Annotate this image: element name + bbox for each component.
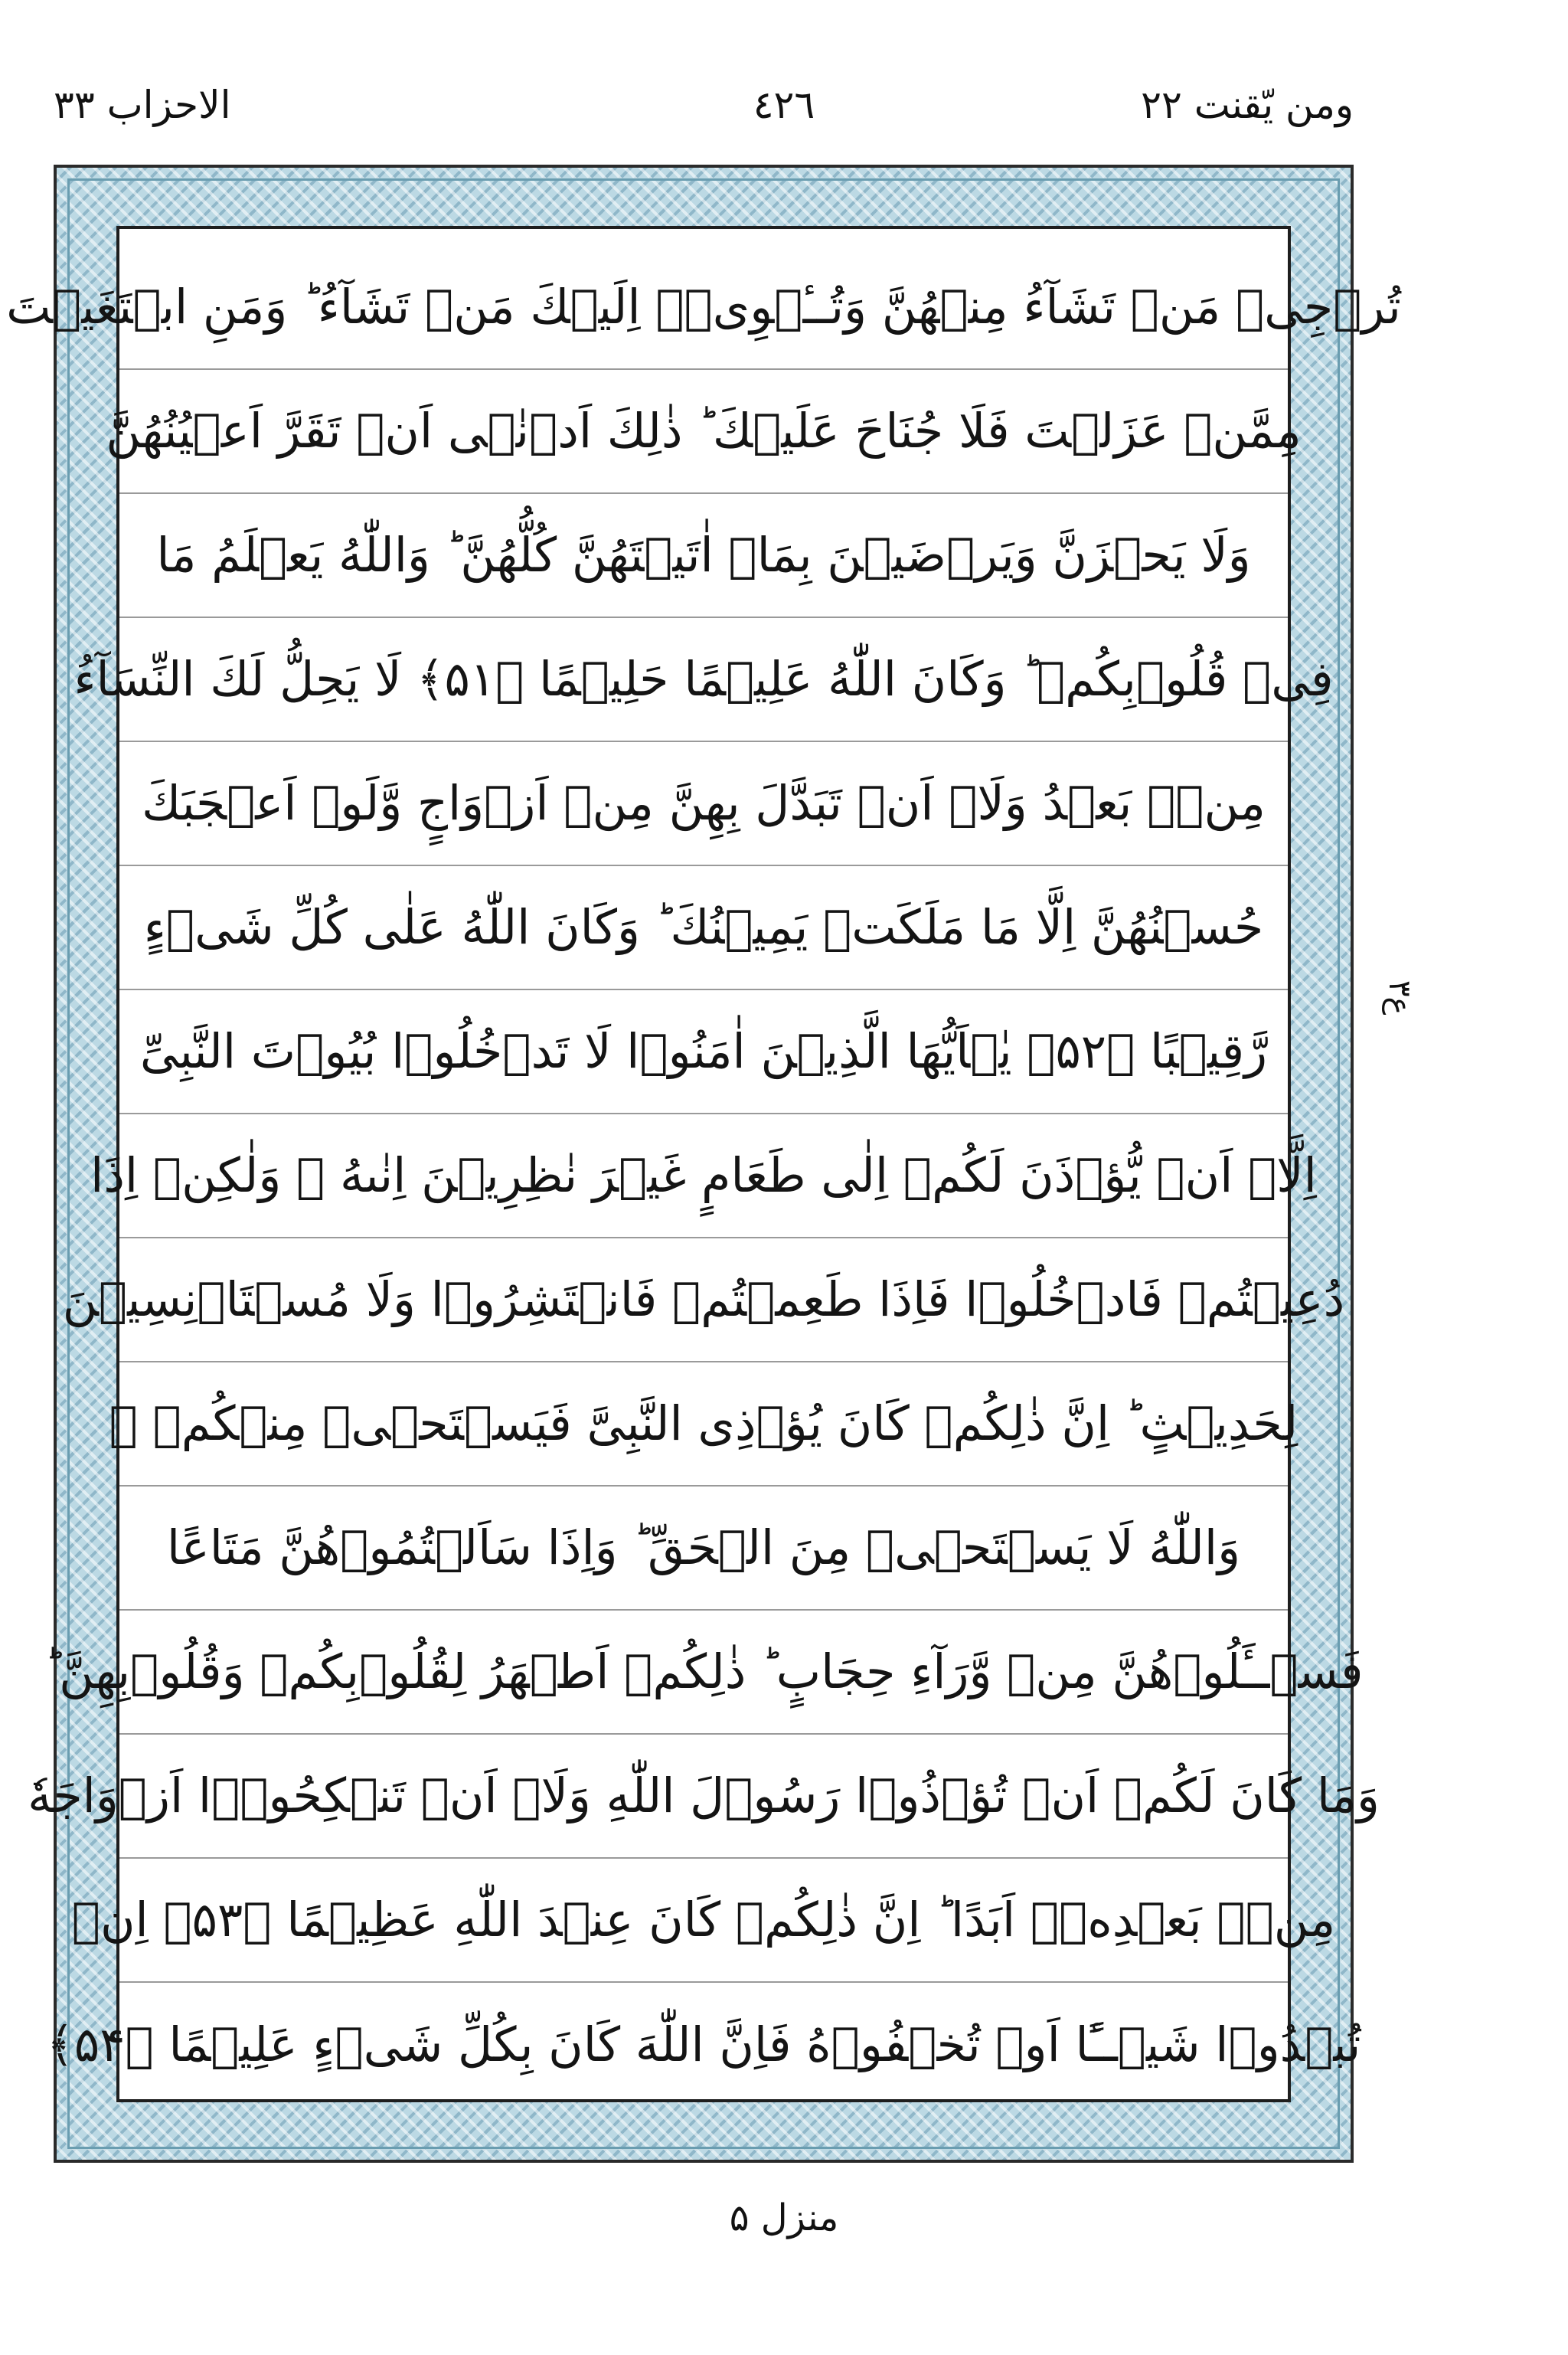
verse-line-6: حُسۡنُهُنَّ اِلَّا مَا مَلَكَتۡ یَمِیۡنُكَ ؕ وَكَانَ اللّٰهُ عَلٰی كُلِّ شَیۡءٍ (119, 866, 1288, 990)
verse-line-13: وَمَا كَانَ لَكُمۡ اَنۡ تُؤۡذُوۡا رَسُوۡلَ اللّٰهِ وَلَاۤ اَنۡ تَنۡكِحُوۡۤا اَزۡوَاجَهٗ (119, 1735, 1288, 1859)
verse-line-8: اِلَّاۤ اَنۡ یُّؤۡذَنَ لَكُمۡ اِلٰی طَعَامٍ غَیۡرَ نٰظِرِیۡنَ اِنٰىهُ ۙ وَلٰكِنۡ اِذَا (119, 1114, 1288, 1238)
surah-name: الاحزاب ٣٣ (54, 83, 231, 127)
para-name: ومن يّقنت ٢٢ (1141, 83, 1354, 127)
verse-line-15: تُبۡدُوۡا شَیۡــًٔا اَوۡ تُخۡفُوۡهُ فَاِنَّ اللّٰهَ كَانَ بِكُلِّ شَیۡءٍ عَلِیۡمًا ﴿۵۴﴾ (46, 2016, 1361, 2072)
verse-line-10: لِحَدِیۡثٍ ؕ اِنَّ ذٰلِكُمۡ كَانَ یُؤۡذِی النَّبِیَّ فَیَسۡتَحۡیٖ مِنۡكُمۡ ۫ (119, 1362, 1288, 1487)
verse-line-12: فَسۡــَٔلُوۡهُنَّ مِنۡ وَّرَآءِ حِجَابٍ ؕ ذٰلِكُمۡ اَطۡهَرُ لِقُلُوۡبِكُمۡ وَقُلُوۡبِهِنَّ ؕ (119, 1611, 1288, 1735)
verse-line-11: وَاللّٰهُ لَا یَسۡتَحۡیٖ مِنَ الۡحَقِّ ؕ وَاِذَا سَاَلۡتُمُوۡهُنَّ مَتَاعًا (119, 1487, 1288, 1611)
manzil-footer: منزل ۵ (729, 2196, 839, 2239)
verse-line-5: مِنۡۢ بَعۡدُ وَلَاۤ اَنۡ تَبَدَّلَ بِهِنَّ مِنۡ اَزۡوَاجٍ وَّلَوۡ اَعۡجَبَكَ (119, 742, 1288, 866)
verse-line-1: تُرۡجِیۡ مَنۡ تَشَآءُ مِنۡهُنَّ وَتُــٔۡوِیۡۤ اِلَیۡكَ مَنۡ تَشَآءُ ؕ وَمَنِ ابۡتَغَیۡتَ (119, 246, 1288, 370)
page-number: ٤٢٦ (753, 83, 815, 127)
verse-line-3: وَلَا یَحۡزَنَّ وَیَرۡضَیۡنَ بِمَاۤ اٰتَیۡتَهُنَّ كُلُّهُنَّ ؕ وَاللّٰهُ یَعۡلَمُ مَا (119, 494, 1288, 618)
ruku-marker: ع٣ (1382, 980, 1417, 1016)
verse-line-7: رَّقِیۡبًا ﴿۵۲﴾ یٰۤاَیُّهَا الَّذِیۡنَ اٰمَنُوۡا لَا تَدۡخُلُوۡا بُیُوۡتَ النَّبِیِّ (119, 990, 1288, 1114)
verse-line-2: مِمَّنۡ عَزَلۡتَ فَلَا جُنَاحَ عَلَیۡكَ ؕ ذٰلِكَ اَدۡنٰۤی اَنۡ تَقَرَّ اَعۡیُنُهُنَّ (119, 370, 1288, 494)
verse-line-14: مِنۡۢ بَعۡدِهٖۤ اَبَدًا ؕ اِنَّ ذٰلِكُمۡ كَانَ عِنۡدَ اللّٰهِ عَظِیۡمًا ﴿۵۳﴾ اِنۡ (119, 1859, 1288, 1983)
verse-line-4: فِیۡ قُلُوۡبِكُمۡ ؕ وَكَانَ اللّٰهُ عَلِیۡمًا حَلِیۡمًا ﴿۵۱﴾ لَا یَحِلُّ لَكَ النِّسَآءُ (119, 618, 1288, 742)
verse-line-9: دُعِیۡتُمۡ فَادۡخُلُوۡا فَاِذَا طَعِمۡتُمۡ فَانۡتَشِرُوۡا وَلَا مُسۡتَاۡنِسِیۡنَ (119, 1238, 1288, 1362)
